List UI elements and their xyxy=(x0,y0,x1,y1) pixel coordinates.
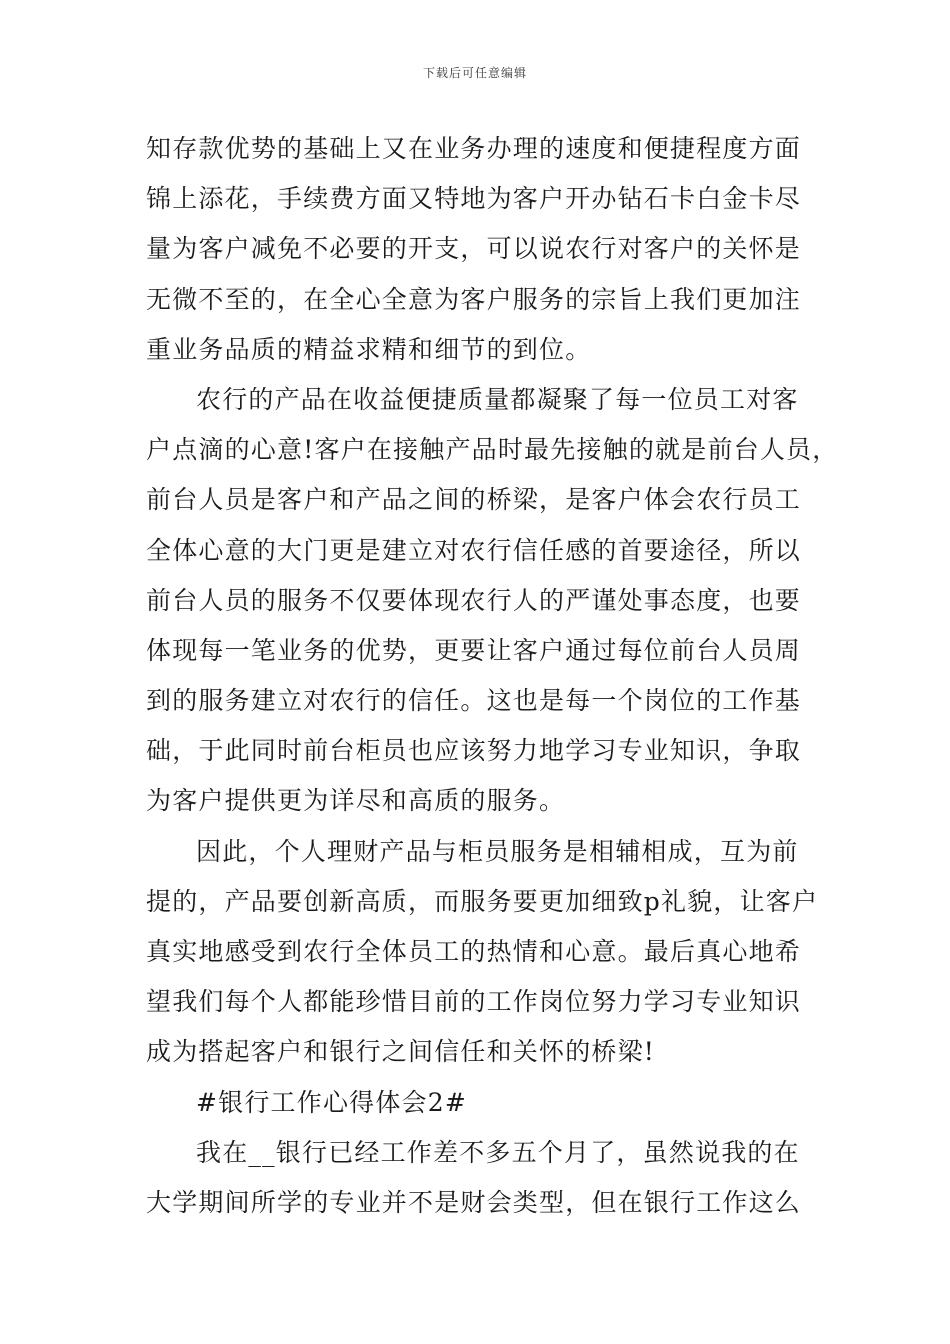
text-line: 前台人员是客户和产品之间的桥梁，是客户体会农行员工 xyxy=(146,485,802,515)
text-line: 大学期间所学的专业并不是财会类型，但在银行工作这么 xyxy=(146,1187,802,1217)
page-header: 下载后可任意编辑 xyxy=(422,66,527,80)
text-line: 农行的产品在收益便捷质量都凝聚了每一位员工对客 xyxy=(196,384,799,414)
text-line: 无微不至的，在全心全意为客户服务的宗旨上我们更加注 xyxy=(146,284,802,314)
text-line: 成为搭起客户和银行之间信任和关怀的桥梁! xyxy=(146,1037,656,1067)
paragraph xyxy=(146,1128,811,1228)
text-line: 到的服务建立对农行的信任。这也是每一个岗位的工作基 xyxy=(146,686,802,716)
text-line: 望我们每个人都能珍惜目前的工作岗位努力学习专业知识 xyxy=(146,987,802,1017)
text-line: 重业务品质的精益求精和细节的到位。 xyxy=(146,334,592,364)
paragraph xyxy=(146,124,811,375)
text-line: 前台人员的服务不仅要体现农行人的严谨处事态度，也要 xyxy=(146,585,802,615)
text-line: 锦上添花，手续费方面又特地为客户开办钻石卡白金卡尽 xyxy=(146,184,802,214)
text-line: 我在__银行已经工作差不多五个月了，虽然说我的在 xyxy=(196,1137,800,1167)
text-line: 真实地感受到农行全体员工的热情和心意。最后真心地希 xyxy=(146,937,802,966)
section-heading xyxy=(146,1078,811,1128)
text-line: 全体心意的大门更是建立对农行信任感的首要途径，所以 xyxy=(146,535,802,565)
text-line: 础，于此同时前台柜员也应该努力地学习专业知识，争取 xyxy=(146,736,802,766)
text-line: 知存款优势的基础上又在业务办理的速度和便捷程度方面 xyxy=(146,134,802,163)
text-line: 因此，个人理财产品与柜员服务是相辅相成，互为前 xyxy=(196,836,799,866)
text-line: 户点滴的心意!客户在接触产品时最先接触的就是前台人员， xyxy=(146,435,839,465)
text-line: 提的，产品要创新高质，而服务要更加细致p礼貌，让客户 xyxy=(146,886,819,916)
text-line: 体现每一笔业务的优势，更要让客户通过每位前台人员周 xyxy=(146,635,802,665)
text-line: 量为客户减免不必要的开支，可以说农行对客户的关怀是 xyxy=(146,234,802,264)
heading-line: #银行工作心得体会2# xyxy=(196,1087,468,1117)
text-line: 为客户提供更为详尽和高质的服务。 xyxy=(146,786,566,816)
paragraph xyxy=(146,827,819,1078)
document-body xyxy=(146,124,839,1228)
paragraph xyxy=(146,375,839,827)
